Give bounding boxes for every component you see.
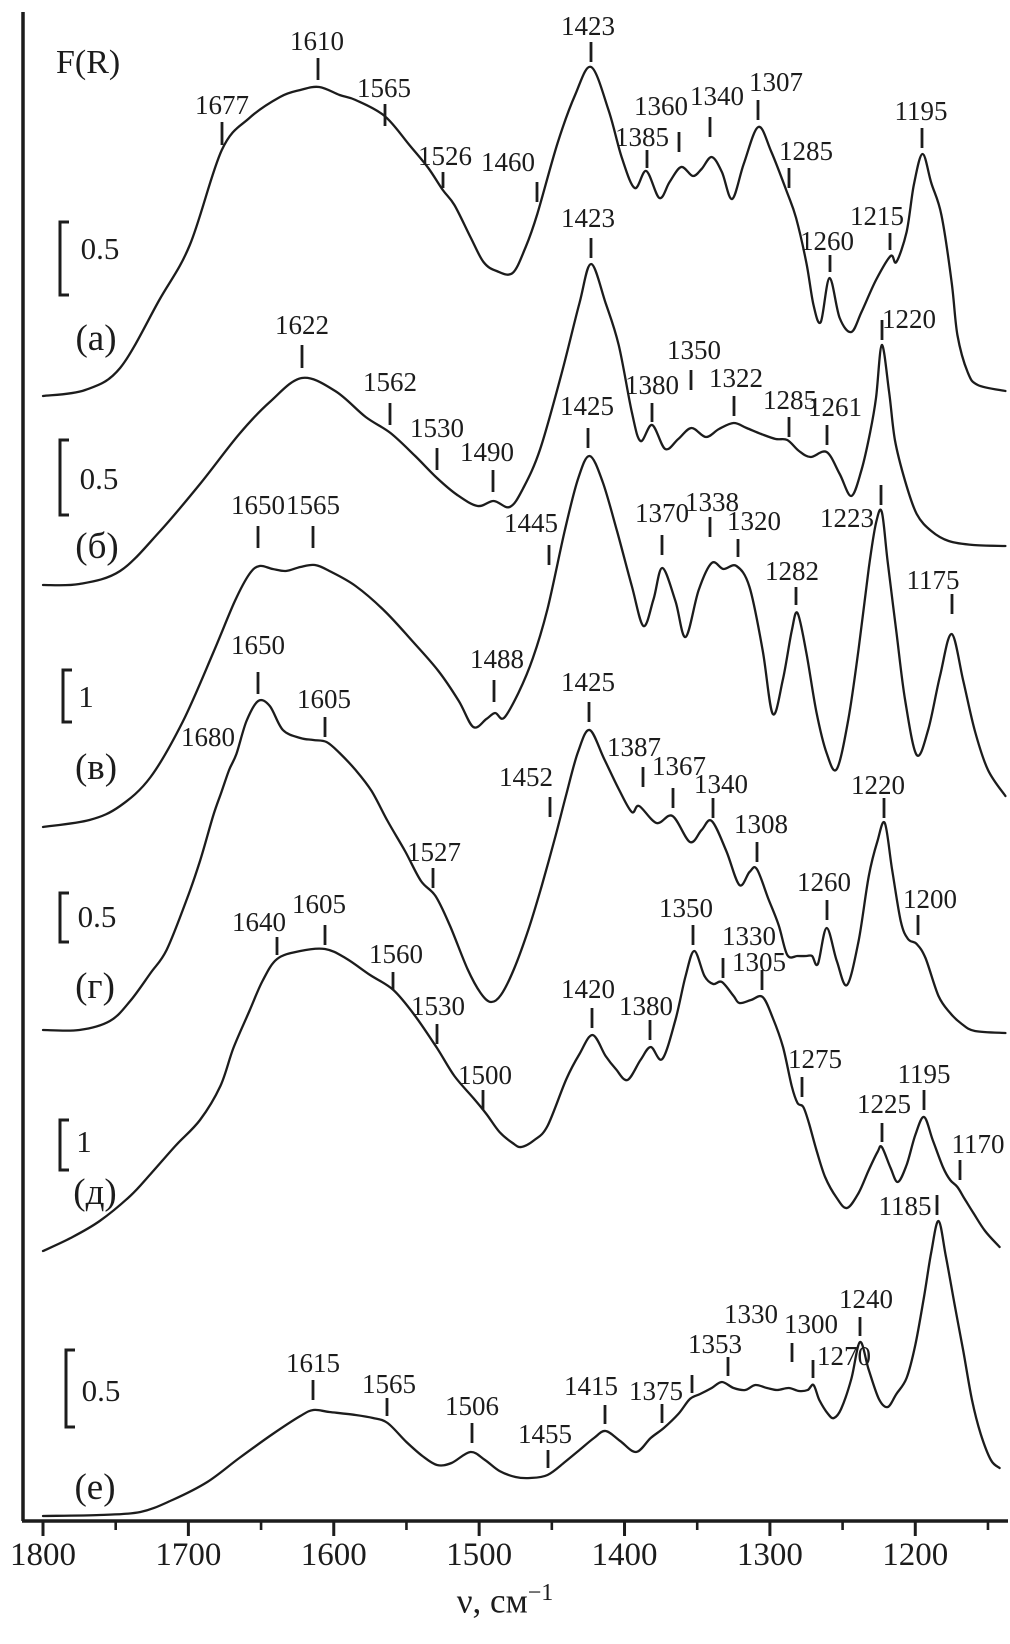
peak-label-b-1261: 1261 <box>808 392 862 422</box>
peak-label-b-1622: 1622 <box>275 310 329 340</box>
peak-label-g-1680: 1680 <box>181 722 235 752</box>
peak-label-g-1425: 1425 <box>561 667 615 697</box>
scalebar-value-v: 1 <box>78 679 94 714</box>
x-tick-label: 1300 <box>736 1537 803 1573</box>
peak-label-g-1367: 1367 <box>652 751 706 781</box>
peak-label-b-1530: 1530 <box>410 413 464 443</box>
peak-label-a-1360: 1360 <box>634 91 688 121</box>
peak-label-b-1380: 1380 <box>625 370 679 400</box>
peak-label-b-1562: 1562 <box>363 367 417 397</box>
peak-label-d-1420: 1420 <box>561 974 615 1004</box>
x-tick-label: 1500 <box>446 1537 513 1573</box>
peak-label-e-1270: 1270 <box>817 1341 871 1371</box>
scalebar-b <box>60 440 69 515</box>
scalebar-value-e: 0.5 <box>81 1373 121 1408</box>
peak-label-d-1380: 1380 <box>619 991 673 1021</box>
x-tick-label: 1800 <box>10 1537 76 1573</box>
peak-label-e-1185: 1185 <box>878 1191 932 1221</box>
scalebar-value-b: 0.5 <box>79 461 119 496</box>
peak-label-v-1565: 1565 <box>286 490 340 520</box>
y-axis-label: F(R) <box>56 44 121 81</box>
peak-label-a-1307: 1307 <box>749 67 803 97</box>
peak-label-a-1677: 1677 <box>195 90 249 120</box>
peak-label-v-1650: 1650 <box>231 490 285 520</box>
peak-label-g-1308: 1308 <box>734 809 788 839</box>
scalebar-d <box>60 1120 69 1170</box>
peak-label-g-1605: 1605 <box>297 684 351 714</box>
peak-label-e-1353: 1353 <box>688 1329 742 1359</box>
peak-label-e-1506: 1506 <box>445 1391 499 1421</box>
peak-label-e-1300: 1300 <box>784 1309 838 1339</box>
x-tick-label: 1200 <box>882 1537 949 1573</box>
peak-label-d-1225: 1225 <box>857 1089 911 1119</box>
peak-label-g-1650: 1650 <box>231 630 285 660</box>
series-label-e: (е) <box>74 1467 116 1508</box>
peak-label-e-1330: 1330 <box>724 1299 778 1329</box>
peak-label-a-1195: 1195 <box>894 96 948 126</box>
x-tick-label: 1600 <box>300 1537 367 1573</box>
peak-label-b-1220: 1220 <box>882 304 936 334</box>
peak-label-b-1350: 1350 <box>667 335 721 365</box>
peak-label-a-1460: 1460 <box>481 147 535 177</box>
peak-label-e-1455: 1455 <box>518 1419 572 1449</box>
peak-label-d-1605: 1605 <box>292 889 346 919</box>
peak-label-d-1195: 1195 <box>897 1059 951 1089</box>
peak-label-d-1640: 1640 <box>232 907 286 937</box>
peak-label-a-1285: 1285 <box>779 136 833 166</box>
peak-label-v-1282: 1282 <box>765 556 819 586</box>
peak-label-e-1375: 1375 <box>629 1376 683 1406</box>
peak-label-g-1220: 1220 <box>851 770 905 800</box>
scalebar-value-d: 1 <box>76 1124 92 1159</box>
x-axis-title-text: ν, см <box>456 1581 528 1621</box>
peak-label-v-1223: 1223 <box>820 503 874 533</box>
peak-label-a-1340: 1340 <box>690 81 744 111</box>
peak-label-g-1527: 1527 <box>407 837 461 867</box>
peak-label-a-1385: 1385 <box>615 122 669 152</box>
spectrum-curve-a <box>43 67 1005 396</box>
series-label-g: (г) <box>75 966 115 1007</box>
series-label-b: (б) <box>75 526 119 567</box>
peak-label-d-1170: 1170 <box>951 1129 1005 1159</box>
peak-label-e-1615: 1615 <box>286 1348 340 1378</box>
peak-label-v-1445: 1445 <box>504 508 558 538</box>
scalebar-g <box>60 893 69 942</box>
peak-label-v-1320: 1320 <box>727 506 781 536</box>
peak-label-v-1425: 1425 <box>560 391 614 421</box>
peak-label-g-1200: 1200 <box>903 884 957 914</box>
x-tick-label: 1400 <box>591 1537 658 1573</box>
peak-label-b-1423: 1423 <box>561 203 615 233</box>
peak-label-d-1330: 1330 <box>722 921 776 951</box>
scalebar-value-a: 0.5 <box>80 231 120 266</box>
peak-label-b-1285: 1285 <box>763 385 817 415</box>
x-axis-title-superscript: −1 <box>527 1580 554 1606</box>
peak-label-b-1490: 1490 <box>460 437 514 467</box>
peak-label-v-1370: 1370 <box>635 498 689 528</box>
peak-label-v-1488: 1488 <box>470 644 524 674</box>
peak-label-g-1452: 1452 <box>499 762 553 792</box>
peak-label-d-1560: 1560 <box>369 939 423 969</box>
peak-label-a-1423: 1423 <box>561 11 615 41</box>
peak-label-v-1338: 1338 <box>685 487 739 517</box>
peak-label-v-1175: 1175 <box>906 565 960 595</box>
peak-label-a-1215: 1215 <box>850 201 904 231</box>
peak-label-g-1340: 1340 <box>694 769 748 799</box>
peak-label-d-1530: 1530 <box>411 991 465 1021</box>
peak-label-a-1565: 1565 <box>357 73 411 103</box>
scalebar-e <box>66 1350 75 1427</box>
peak-label-a-1526: 1526 <box>418 141 472 171</box>
peak-label-e-1240: 1240 <box>839 1284 893 1314</box>
peak-label-a-1610: 1610 <box>290 26 344 56</box>
scalebar-a <box>60 222 69 295</box>
series-label-v: (в) <box>74 747 118 788</box>
peak-label-g-1387: 1387 <box>607 732 661 762</box>
series-label-a: (а) <box>75 318 117 359</box>
series-label-d: (д) <box>73 1172 117 1213</box>
scalebar-v <box>63 670 72 722</box>
peak-label-d-1275: 1275 <box>788 1044 842 1074</box>
peak-label-e-1415: 1415 <box>564 1371 618 1401</box>
x-tick-label: 1700 <box>155 1537 222 1573</box>
scalebar-value-g: 0.5 <box>77 899 117 934</box>
peak-label-e-1565: 1565 <box>362 1369 416 1399</box>
peak-label-b-1322: 1322 <box>709 363 763 393</box>
peak-label-d-1500: 1500 <box>458 1060 512 1090</box>
peak-label-d-1350: 1350 <box>659 893 713 923</box>
x-axis-title <box>0 1580 1010 1622</box>
peak-label-d-1305: 1305 <box>732 947 786 977</box>
peak-label-a-1260: 1260 <box>800 226 854 256</box>
peak-label-g-1260: 1260 <box>797 867 851 897</box>
